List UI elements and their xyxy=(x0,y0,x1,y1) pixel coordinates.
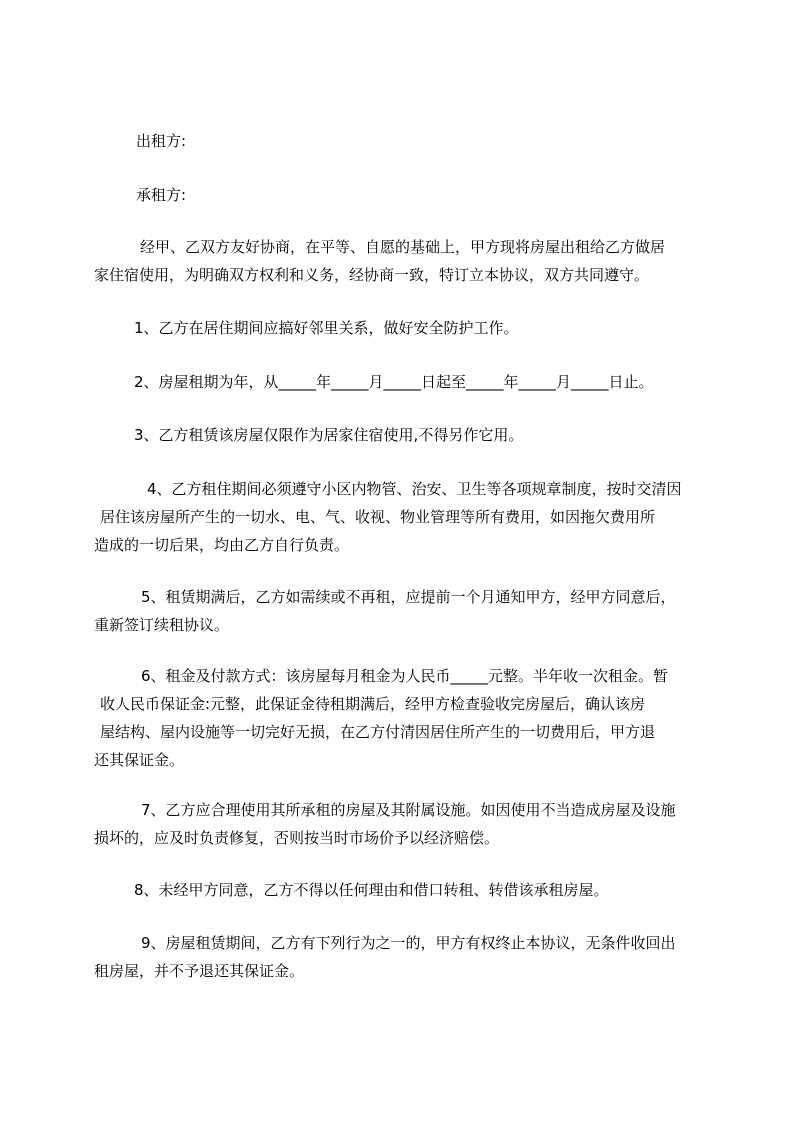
intro-line-1: 经甲、乙双方友好协商，在平等、自愿的基础上，甲方现将房屋出租给乙方做居 xyxy=(140,238,666,256)
clause-7 xyxy=(94,796,700,852)
clause-2 xyxy=(94,368,700,396)
clause-1-line-1: 1、乙方在居住期间应搞好邻里关系，做好安全防护工作。 xyxy=(134,319,519,337)
clause-6-line-1: 6、租金及付款方式：该房屋每月租金为人民币_____元整。半年收一次租金。暂 xyxy=(141,667,669,685)
clause-6-line-2: 收人民币保证金:元整，此保证金待租期满后，经甲方检查验收完房屋后，确认该房 xyxy=(100,695,646,713)
clause-5 xyxy=(94,583,700,639)
clause-1 xyxy=(94,314,700,342)
clause-4 xyxy=(94,475,700,559)
clause-8 xyxy=(94,876,700,904)
party-b-label: 承租方: xyxy=(136,186,187,204)
clause-3 xyxy=(94,421,700,449)
clause-6-line-3: 屋结构、屋内设施等一切完好无损，在乙方付清因居住所产生的一切费用后，甲方退 xyxy=(100,723,656,741)
party-a-label: 出租方: xyxy=(136,132,187,150)
clause-8-line-1: 8、未经甲方同意，乙方不得以任何理由和借口转租、转借该承租房屋。 xyxy=(134,881,609,899)
intro-paragraph xyxy=(94,233,700,289)
clause-6 xyxy=(94,662,700,774)
clause-6-line-4: 还其保证金。 xyxy=(94,751,185,769)
clause-7-line-2: 损坏的，应及时负责修复，否则按当时市场价予以经济赔偿。 xyxy=(94,829,500,847)
clause-5-line-1: 5、租赁期满后，乙方如需续或不再租，应提前一个月通知甲方，经甲方同意后， xyxy=(141,588,676,606)
clause-4-line-1: 4、乙方租住期间必须遵守小区内物管、治安、卫生等各项规章制度，按时交清因 xyxy=(147,480,682,498)
clause-3-line-1: 3、乙方租赁该房屋仅限作为居家住宿使用,不得另作它用。 xyxy=(134,426,524,444)
clause-4-line-2: 居住该房屋所产生的一切水、电、气、收视、物业管理等所有费用，如因拖欠费用所 xyxy=(100,508,656,526)
clause-9 xyxy=(94,929,700,985)
clause-9-line-1: 9、房屋租赁期间，乙方有下列行为之一的，甲方有权终止本协议，无条件收回出 xyxy=(141,934,676,952)
clause-2-line-1: 2、房屋租期为年，从_____年_____月_____日起至_____年_____月_____日止。 xyxy=(134,373,654,391)
party-b-line xyxy=(94,181,700,209)
clause-9-line-2: 租房屋，并不予退还其保证金。 xyxy=(94,962,305,980)
clause-7-line-1: 7、乙方应合理使用其所承租的房屋及其附属设施。如因使用不当造成房屋及设施 xyxy=(141,801,676,819)
clause-5-line-2: 重新签订续租协议。 xyxy=(94,616,230,634)
intro-line-2: 家住宿使用，为明确双方权利和义务，经协商一致，特订立本协议，双方共同遵守。 xyxy=(94,266,650,284)
party-a-line xyxy=(94,127,700,155)
clause-4-line-3: 造成的一切后果，均由乙方自行负责。 xyxy=(94,536,350,554)
